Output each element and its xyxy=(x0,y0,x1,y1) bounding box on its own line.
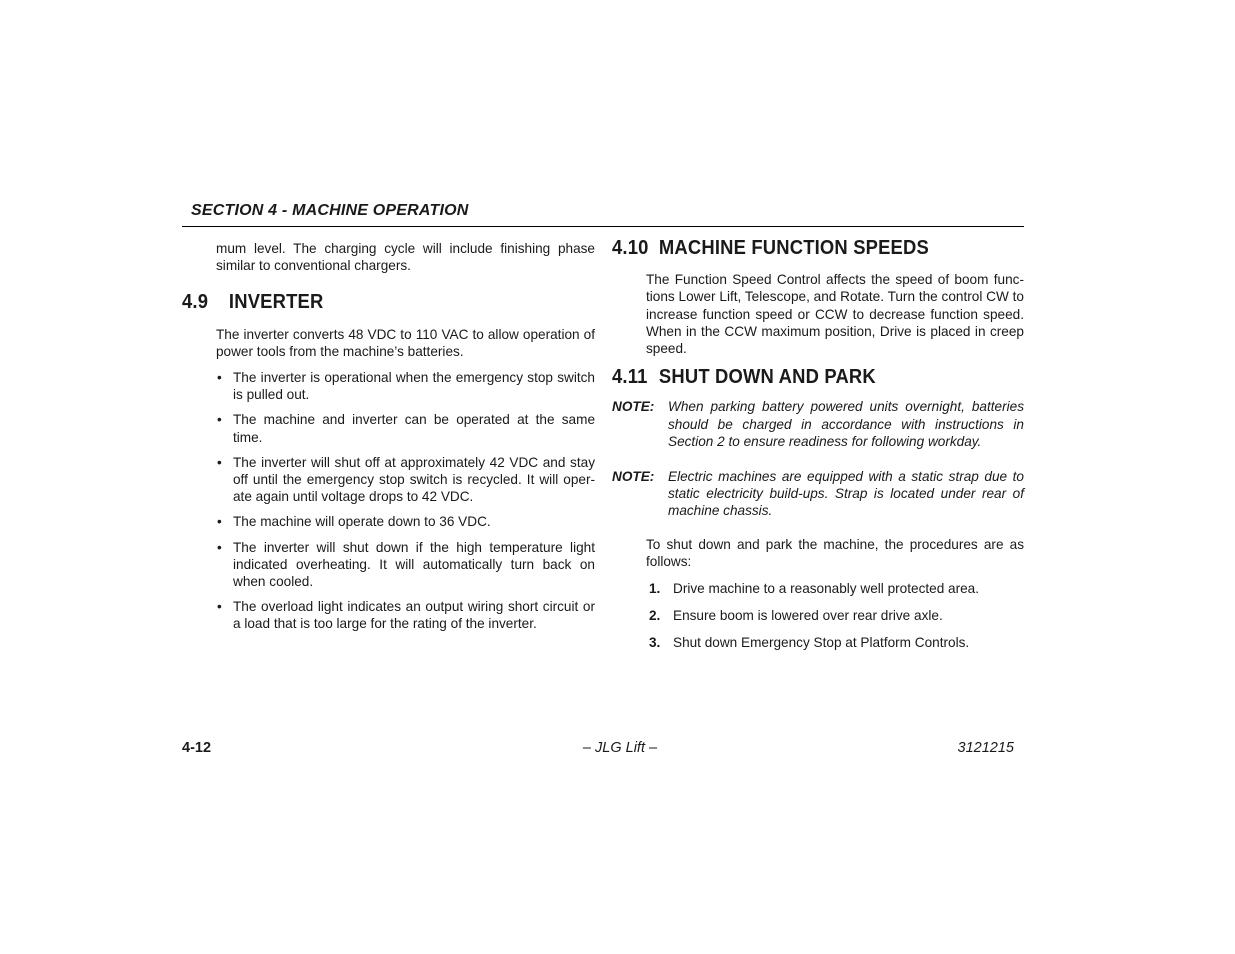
note-text: When parking battery powered units overnight, batteries should be charged in accordance with instructions in Section 2 to ensure readiness for following workday. xyxy=(668,399,1024,449)
list-item xyxy=(649,580,1024,597)
section-header: SECTION 4 - MACHINE OPERATION xyxy=(191,202,469,219)
shut-down-steps xyxy=(649,580,1024,651)
list-item: • The inverter will shut off at approximately 42 VDC and stay off until the emergency stop switch is recycled. It will oper-ate again until voltage drops to 42 VDC. xyxy=(217,454,595,505)
step-number: 3. xyxy=(649,634,661,650)
heading-inverter xyxy=(182,291,562,314)
page-number: 4-12 xyxy=(182,740,212,756)
list-item: • The inverter will shut down if the high temperature light indicated overheating. It will automatically turn back on when cooled. xyxy=(217,539,595,590)
heading-number: 4.9 xyxy=(182,291,209,314)
continued-paragraph: mum level. The charging cycle will include finishing phase similar to conventional chargers. xyxy=(216,241,595,274)
list-item: • The machine and inverter can be operated at the same time. xyxy=(217,412,595,445)
step-text: Ensure boom is lowered over rear drive axle. xyxy=(673,607,943,623)
inverter-bullet-list xyxy=(182,369,595,633)
heading-title: INVERTER xyxy=(228,291,324,314)
right-column xyxy=(612,237,1024,660)
list-item xyxy=(649,607,1024,624)
footer-center-text: – JLG Lift – xyxy=(582,740,658,756)
bullet-icon: • xyxy=(217,370,222,386)
step-text: Shut down Emergency Stop at Platform Controls. xyxy=(673,634,970,650)
list-item: • The inverter is operational when the emergency stop switch is pulled out. xyxy=(217,370,595,403)
left-column xyxy=(182,240,595,641)
list-item: • The overload light indicates an output wiring short circuit or a load that is too large for the rating of the inverter. xyxy=(217,599,595,632)
heading-number: 4.11 xyxy=(612,366,648,389)
note-block xyxy=(612,468,1024,520)
inverter-intro: The inverter converts 48 VDC to 110 VAC to allow operation of power tools from the machine’s batteries. xyxy=(216,326,595,359)
heading-shut-down xyxy=(612,366,991,389)
step-number: 1. xyxy=(649,581,661,597)
heading-title: MACHINE FUNCTION SPEEDS xyxy=(658,237,929,259)
bullet-icon: • xyxy=(217,514,222,530)
heading-title: SHUT DOWN AND PARK xyxy=(658,366,876,389)
function-speeds-body: The Function Speed Control affects the speed of boom func-tions Lower Lift, Telescope, and Rotate. Turn the control CW to increase function speed or CCW to decrease function speed. When in the CCW maximum position, Drive is placed in creep speed. xyxy=(646,272,1024,357)
document-number: 3121215 xyxy=(957,740,1014,756)
note-label: NOTE: xyxy=(612,399,655,415)
header-rule xyxy=(182,226,1024,227)
step-text: Drive machine to a reasonably well protected area. xyxy=(673,581,980,597)
heading-number: 4.10 xyxy=(612,237,649,259)
note-block xyxy=(612,398,1024,450)
bullet-icon: • xyxy=(217,599,222,615)
note-label: NOTE: xyxy=(612,469,655,485)
note-text: Electric machines are equipped with a static strap due to static electricity build-ups. Strap is located under rear of machine chassis. xyxy=(668,469,1024,519)
list-item xyxy=(649,634,1024,651)
heading-function-speeds xyxy=(612,237,991,259)
bullet-icon: • xyxy=(217,412,222,428)
shut-down-intro: To shut down and park the machine, the procedures are as follows: xyxy=(646,536,1024,569)
bullet-icon: • xyxy=(217,454,222,470)
bullet-icon: • xyxy=(217,539,222,555)
step-number: 2. xyxy=(649,607,661,623)
list-item: • The machine will operate down to 36 VDC. xyxy=(217,514,491,530)
